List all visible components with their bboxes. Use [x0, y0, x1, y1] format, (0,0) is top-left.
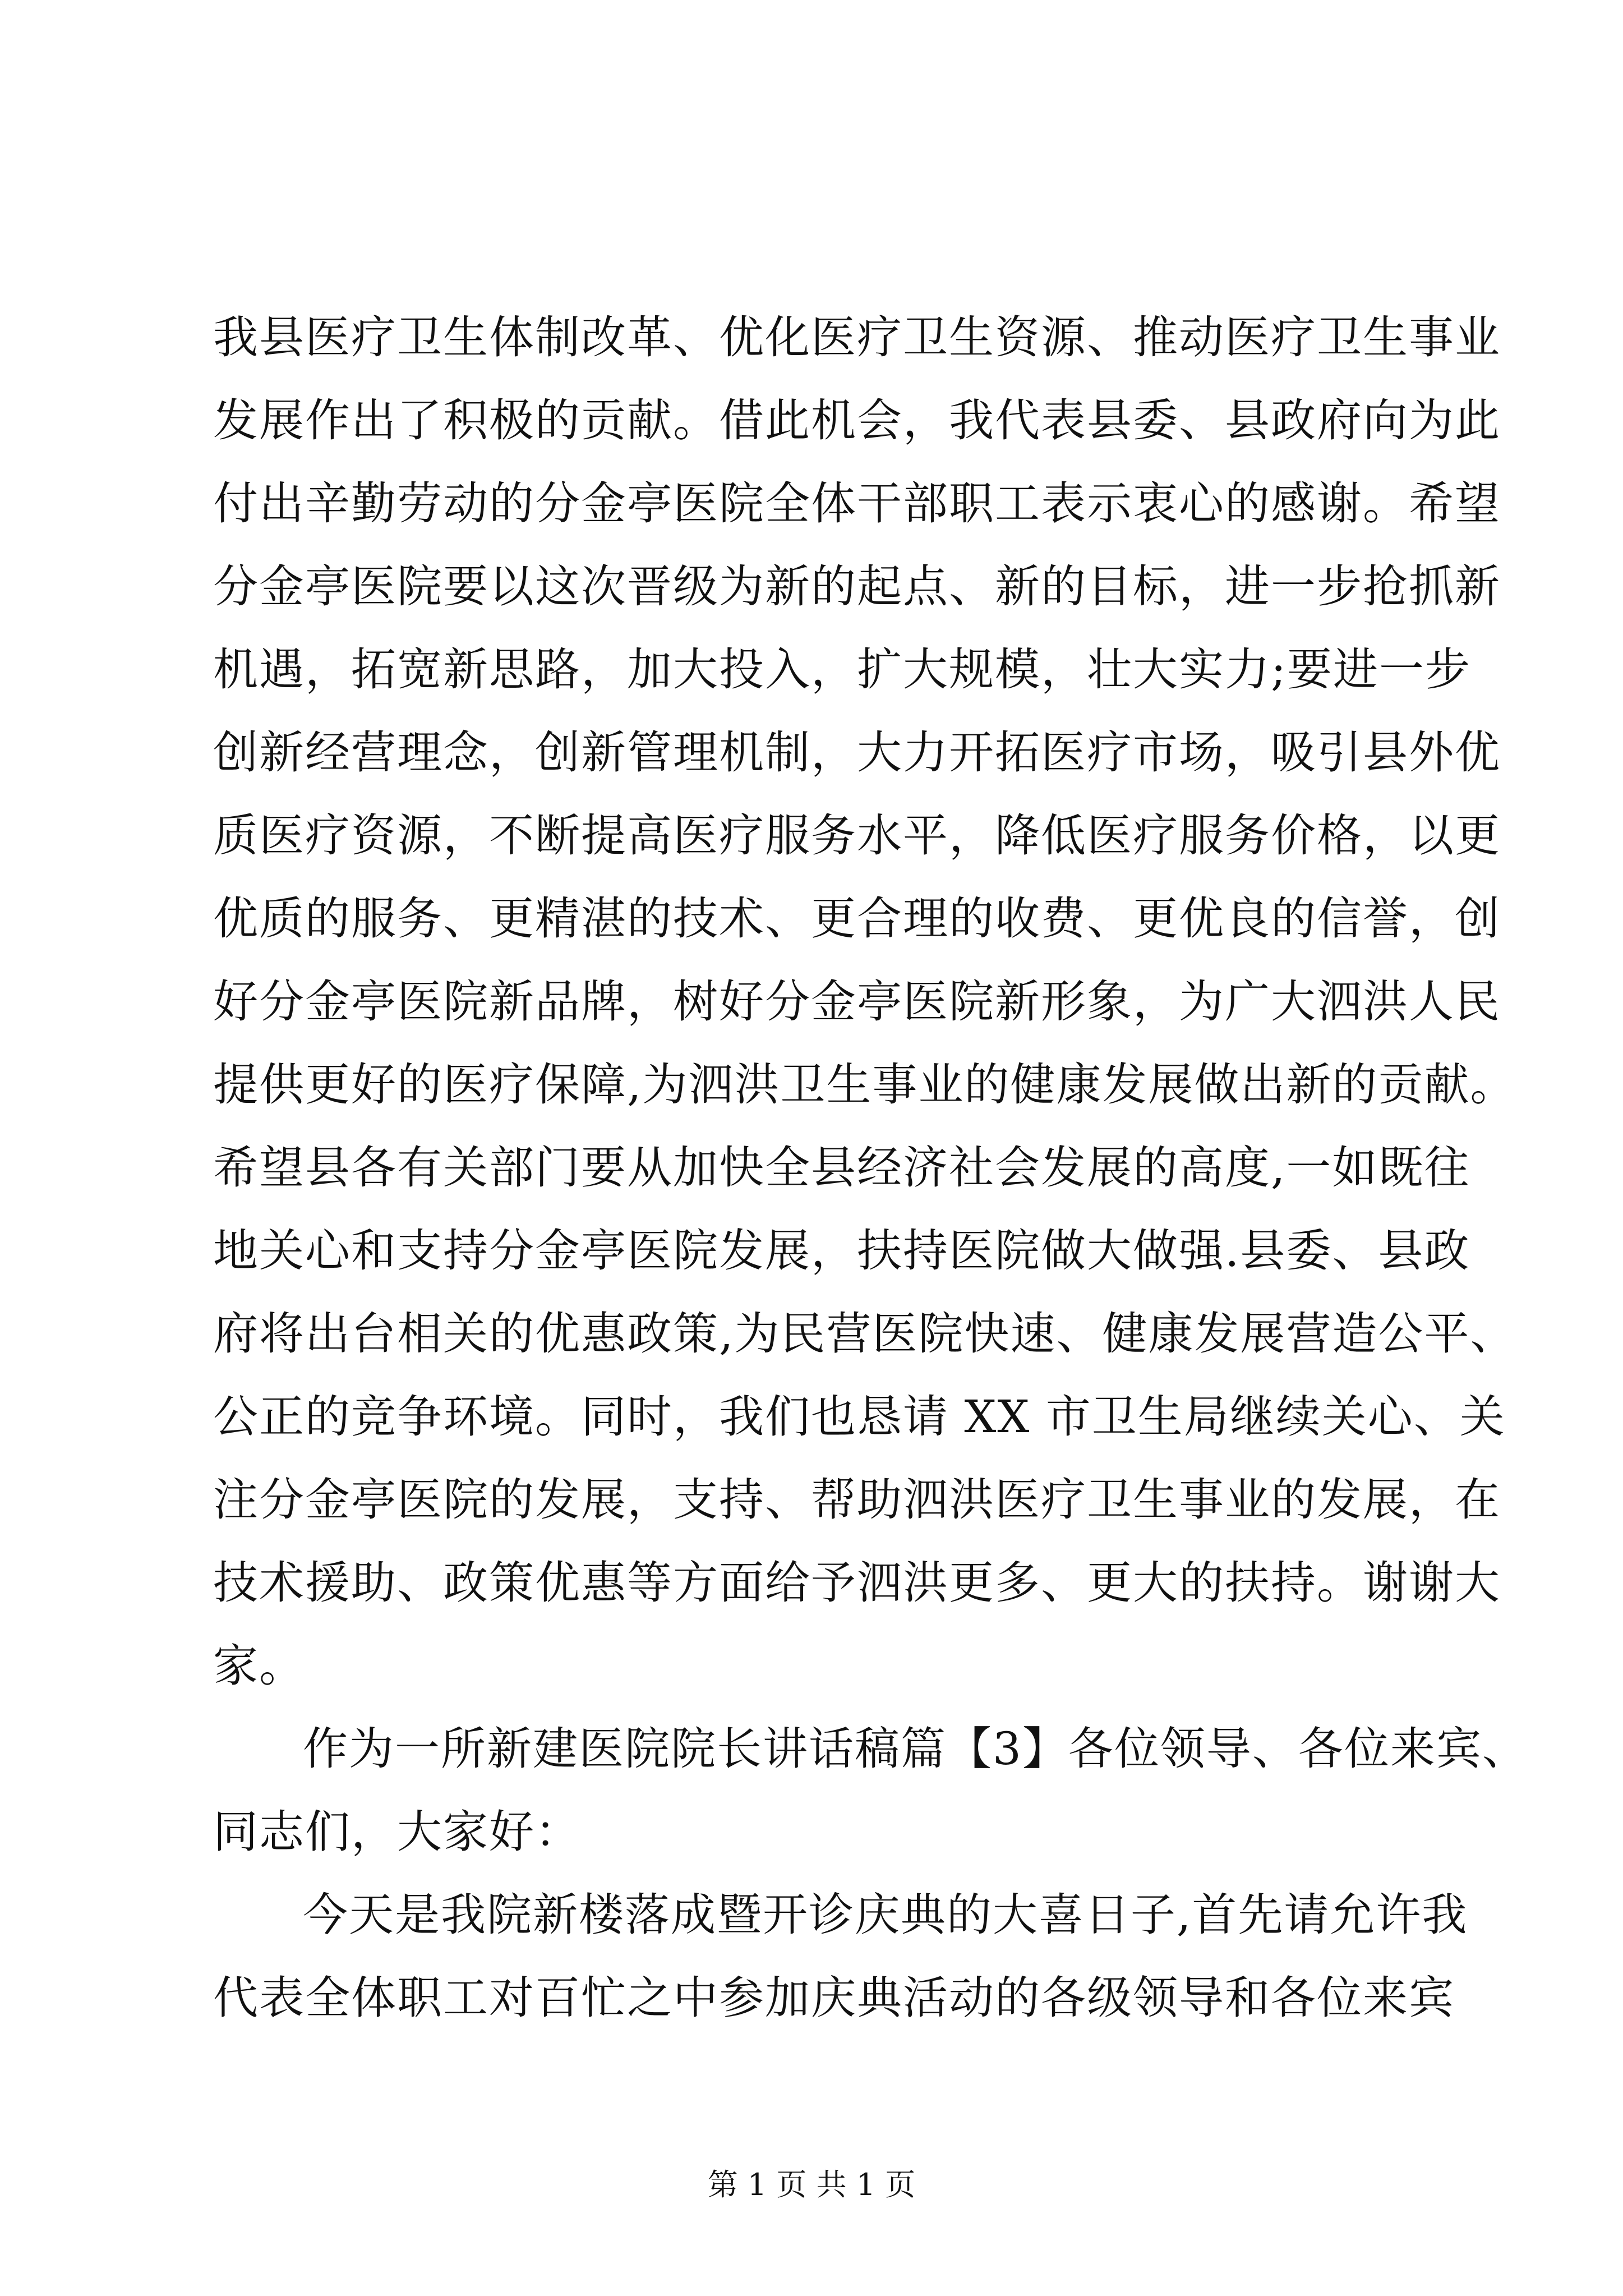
text-line: 府将出台相关的优惠政策,为民营医院快速、健康发展营造公平、: [213, 1308, 1516, 1360]
section-heading-line: 作为一所新建医院院长讲话稿篇【3】各位领导、各位来宾、: [303, 1723, 1528, 1775]
text-line: 创新经营理念，创新管理机制，大力开拓医疗市场，吸引县外优: [213, 726, 1501, 779]
text-line: 同志们，大家好：: [213, 1806, 581, 1858]
text-line: 代表全体职工对百忙之中参加庆典活动的各级领导和各位来宾: [213, 1972, 1455, 2024]
page-footer: 第 1 页 共 1 页: [707, 2167, 916, 2202]
text-line: 发展作出了积极的贡献。借此机会，我代表县委、县政府向为此: [213, 394, 1501, 447]
text-line: 质医疗资源，不断提高医疗服务水平，降低医疗服务价格，以更: [213, 809, 1501, 862]
text-line: 优质的服务、更精湛的技术、更合理的收费、更优良的信誉，创: [213, 892, 1501, 945]
text-line: 付出辛勤劳动的分金亭医院全体干部职工表示衷心的感谢。希望: [213, 477, 1501, 530]
document-body: [213, 296, 1528, 2040]
text-line: 地关心和支持分金亭医院发展，扶持医院做大做强.县委、县政: [213, 1225, 1470, 1277]
text-line: 分金亭医院要以这次晋级为新的起点、新的目标，进一步抢抓新: [213, 560, 1501, 613]
text-line: 技术援助、政策优惠等方面给予泗洪更多、更大的扶持。谢谢大: [213, 1557, 1501, 1609]
text-line: 今天是我院新楼落成暨开诊庆典的大喜日子,首先请允许我: [303, 1889, 1468, 1941]
text-line: 公正的竞争环境。同时，我们也恳请 XX 市卫生局继续关心、关: [213, 1391, 1506, 1443]
text-line: 注分金亭医院的发展，支持、帮助泗洪医疗卫生事业的发展，在: [213, 1474, 1501, 1526]
text-line: 我县医疗卫生体制改革、优化医疗卫生资源、推动医疗卫生事业: [213, 311, 1501, 364]
text-line: 机遇，拓宽新思路，加大投入，扩大规模，壮大实力;要进一步: [213, 643, 1471, 696]
text-line: 希望县各有关部门要从加快全县经济社会发展的高度,一如既往: [213, 1142, 1470, 1194]
text-line: 好分金亭医院新品牌，树好分金亭医院新形象，为广大泗洪人民: [213, 976, 1501, 1028]
text-line: 家。: [213, 1640, 305, 1692]
text-line: 提供更好的医疗保障,为泗洪卫生事业的健康发展做出新的贡献。: [213, 1059, 1516, 1111]
